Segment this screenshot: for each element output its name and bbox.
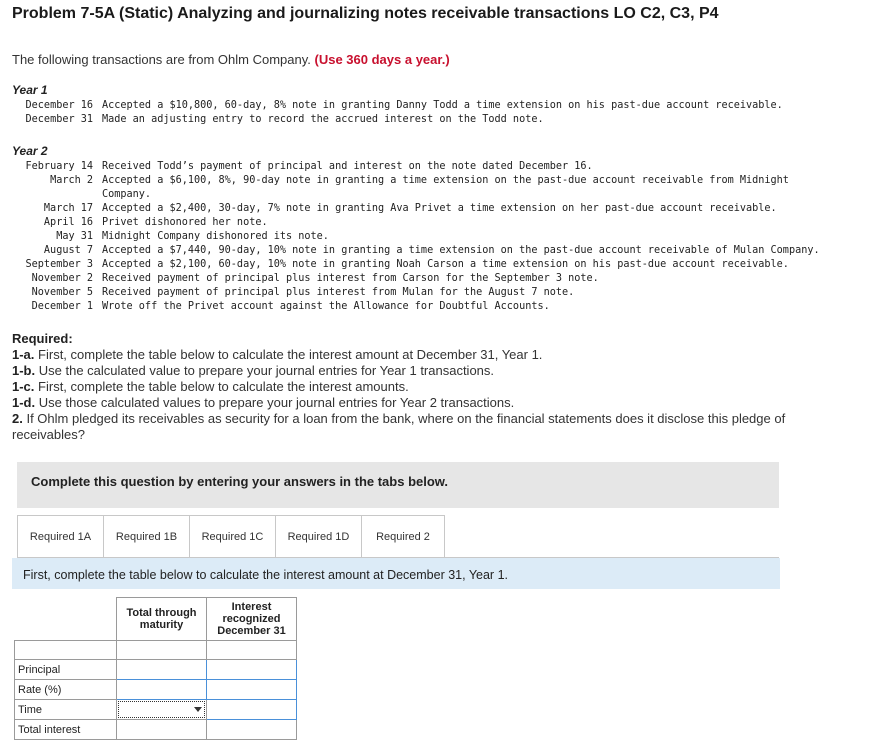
transaction-desc: Privet dishonored her note. [102, 217, 268, 228]
interest-table [14, 597, 297, 740]
year2-heading: Year 2 [12, 144, 48, 158]
table-row [15, 700, 297, 720]
transaction-desc: Received payment of principal plus interest from Mulan for the August 7 note. [102, 287, 575, 298]
transaction-date: December 1 [31, 301, 93, 312]
principal-recognized-input[interactable] [207, 660, 297, 680]
transaction-desc: Received Todd’s payment of principal and interest on the note dated December 16. [102, 161, 593, 172]
tab-required-1b[interactable]: Required 1B [103, 515, 190, 557]
tab-instruction [12, 558, 780, 589]
principal-total-input[interactable] [117, 660, 207, 680]
transaction-date: November 5 [31, 287, 93, 298]
transaction-desc: Accepted a $7,440, 90-day, 10% note in granting a time extension on the past-due account receivable of Mulan Company. [102, 245, 820, 256]
tab-required-2[interactable]: Required 2 [361, 515, 445, 557]
transaction-desc: Accepted a $2,400, 30-day, 7% note in granting Ava Privet a time extension on her past-due account receivable. [102, 203, 777, 214]
transaction-row [11, 202, 777, 216]
transaction-row [11, 272, 599, 286]
transaction-date: August 7 [43, 245, 93, 256]
row-label-time: Time [15, 700, 117, 720]
intro-highlight: (Use 360 days a year.) [314, 52, 450, 67]
panel-text: Complete this question by entering your answers in the tabs below. [31, 474, 449, 489]
required-item [12, 347, 852, 363]
rate-total-input[interactable] [117, 680, 207, 700]
transaction-date: December 16 [25, 100, 93, 111]
header-total-through-maturity: Total through maturity [117, 598, 207, 641]
transaction-row [11, 230, 329, 244]
required-item [12, 379, 852, 395]
transaction-date: February 14 [25, 161, 93, 172]
intro-main: The following transactions are from Ohlm Company. [12, 52, 311, 67]
required-num: 1-c. [12, 379, 35, 394]
tab-required-1d[interactable]: Required 1D [275, 515, 362, 557]
table-header-row [15, 598, 297, 641]
transaction-desc: Made an adjusting entry to record the accrued interest on the Todd note. [102, 114, 544, 125]
row-label-rate: Rate (%) [15, 680, 117, 700]
transaction-desc-cont: Company. [102, 189, 152, 200]
required-text: If Ohlm pledged its receivables as security for a loan from the bank, where on the financial statements does it disclose this pledge of receivables? [12, 411, 786, 442]
row-label-total-interest: Total interest [15, 720, 117, 740]
required-heading: Required: [12, 331, 73, 346]
transaction-desc: Accepted a $6,100, 8%, 90-day note in granting a time extension on the past-due account receivable from Midnight [102, 175, 789, 186]
transaction-date: March 2 [50, 175, 93, 186]
required-item [12, 411, 852, 443]
time-select-box[interactable] [118, 701, 205, 718]
spacer-cell [15, 641, 117, 660]
table-row [15, 720, 297, 740]
time-recognized-field[interactable] [207, 700, 296, 719]
required-text: First, complete the table below to calculate the interest amount at December 31, Year 1. [38, 347, 543, 362]
table-row [15, 680, 297, 700]
transaction-row-cont [11, 188, 152, 202]
tab-bar [17, 515, 444, 558]
transaction-row [11, 216, 268, 230]
chevron-down-icon[interactable] [194, 707, 202, 712]
required-item [12, 395, 852, 411]
time-select[interactable] [117, 700, 207, 720]
instruction-panel [17, 462, 779, 508]
transaction-date: November 2 [31, 273, 93, 284]
transaction-row [11, 286, 575, 300]
transaction-desc: Accepted a $2,100, 60-day, 10% note in granting Noah Carson a time extension on his past-due account receivable. [102, 259, 789, 270]
intro-text [12, 52, 450, 67]
row-label-principal: Principal [15, 660, 117, 680]
year1-heading: Year 1 [12, 83, 48, 97]
total-interest-recognized-cell [207, 720, 297, 740]
transaction-date: March 17 [43, 203, 93, 214]
total-interest-total-cell [117, 720, 207, 740]
transaction-desc: Wrote off the Privet account against the Allowance for Doubtful Accounts. [102, 301, 550, 312]
rate-recognized-input[interactable] [207, 680, 297, 700]
tab-required-1c[interactable]: Required 1C [189, 515, 276, 557]
required-num: 1-b. [12, 363, 36, 378]
required-num: 2. [12, 411, 23, 426]
transaction-date: September 3 [25, 259, 93, 270]
required-num: 1-a. [12, 347, 35, 362]
required-num: 1-d. [12, 395, 36, 410]
header-interest-recognized: Interest recognized December 31 [207, 598, 297, 641]
transaction-row [11, 300, 550, 314]
transaction-row [11, 113, 544, 127]
spacer-cell [207, 641, 297, 660]
tab-instruction-text: First, complete the table below to calculate the interest amount at December 31, Year 1. [23, 568, 508, 582]
time-recognized-input[interactable] [207, 700, 297, 720]
spacer-cell [117, 641, 207, 660]
transaction-row [11, 244, 820, 258]
transaction-desc: Accepted a $10,800, 60-day, 8% note in granting Danny Todd a time extension on his past-due account receivable. [102, 100, 783, 111]
required-text: Use those calculated values to prepare your journal entries for Year 2 transactions. [38, 395, 515, 410]
page-title: Problem 7-5A (Static) Analyzing and journalizing notes receivable transactions LO C2, C3, P4 [12, 5, 719, 22]
required-section [12, 331, 852, 443]
principal-recognized-field[interactable] [207, 660, 296, 679]
transaction-row [11, 99, 783, 113]
transaction-date: December 31 [25, 114, 93, 125]
rate-total-field[interactable] [117, 680, 206, 699]
transaction-date: May 31 [56, 231, 93, 242]
tab-required-1a[interactable]: Required 1A [17, 515, 104, 557]
table-spacer-row [15, 641, 297, 660]
transaction-desc: Received payment of principal plus interest from Carson for the September 3 note. [102, 273, 599, 284]
rate-recognized-field[interactable] [207, 680, 296, 699]
transaction-desc: Midnight Company dishonored its note. [102, 231, 329, 242]
transaction-row [11, 174, 789, 188]
table-row [15, 660, 297, 680]
header-blank [15, 598, 117, 641]
principal-total-field[interactable] [117, 660, 206, 679]
required-text: Use the calculated value to prepare your journal entries for Year 1 transactions. [38, 363, 495, 378]
required-text: First, complete the table below to calculate the interest amounts. [38, 379, 409, 394]
transaction-row [11, 258, 789, 272]
transaction-date: April 16 [43, 217, 93, 228]
required-item [12, 363, 852, 379]
transaction-row [11, 160, 593, 174]
